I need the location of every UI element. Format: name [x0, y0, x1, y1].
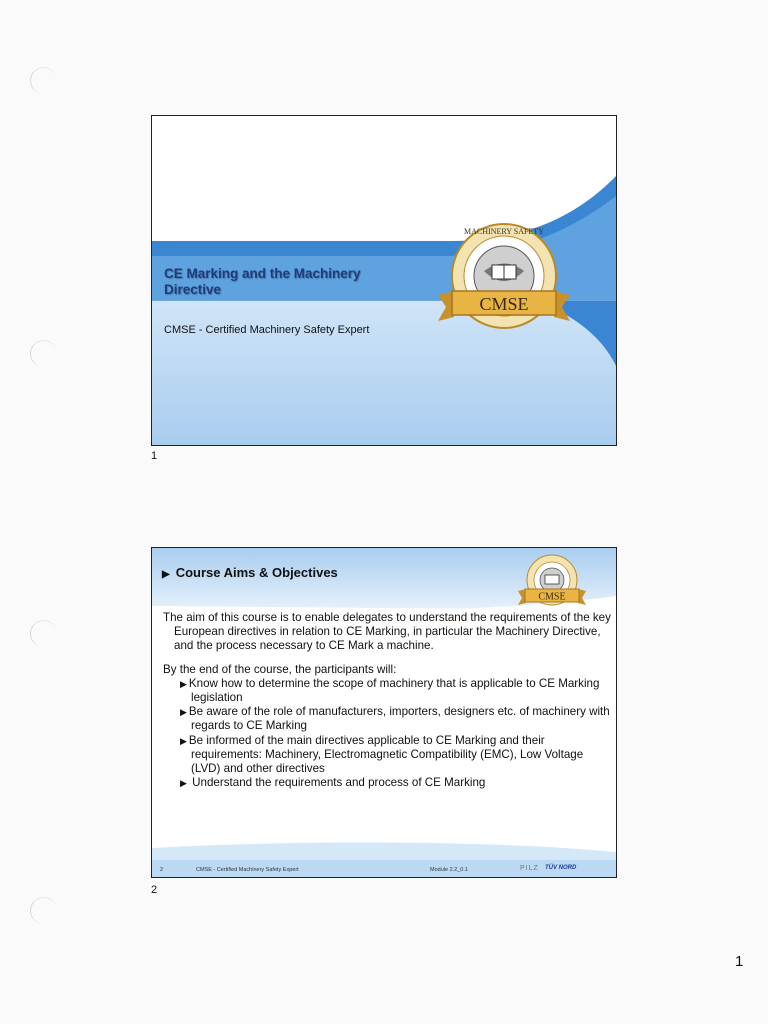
pilz-logo: PILZ [520, 865, 539, 872]
slide-1-title: CE Marking and the Machinery Directive [164, 266, 361, 297]
list-item: ▶ Be aware of the role of manufacturers, importers, designers etc. of machinery with regards to CE Marking [180, 705, 610, 733]
binder-hole [30, 897, 57, 924]
footer-course: CMSE - Certified Machinery Safety Expert [196, 867, 299, 873]
binder-hole [30, 67, 57, 94]
lead-paragraph: By the end of the course, the participants will: [163, 662, 397, 676]
slide-1-number: 1 [151, 450, 158, 462]
cmse-seal-logo-small [512, 553, 592, 613]
list-item: ▶ Understand the requirements and process of CE Marking [180, 776, 486, 790]
intro-paragraph: The aim of this course is to enable delegates to understand the requirements of the key European directives in relation to CE Marking, in particular the Machinery Directive, and the process necessary to CE Mark a machine. [163, 611, 611, 653]
page-number: 1 [735, 953, 744, 970]
slide-2-number: 2 [151, 884, 158, 896]
seal-banner-text: CMSE [479, 294, 529, 314]
bullet-triangle-icon: ▶ [180, 678, 187, 689]
slide-1-subtitle: CMSE - Certified Machinery Safety Expert [164, 324, 370, 336]
slide-2 [151, 547, 617, 878]
tuv-nord-logo: TÜV NORD [545, 865, 577, 871]
bullet-triangle-icon: ▶ [180, 778, 187, 789]
binder-hole [30, 340, 57, 367]
slide-2-body [163, 611, 611, 790]
binder-hole [30, 620, 57, 647]
slide-2-footer [152, 861, 616, 877]
seal-banner-text-small: CMSE [538, 591, 566, 603]
svg-text:MACHINERY SAFETY: MACHINERY SAFETY [464, 227, 544, 236]
cmse-seal-logo [434, 221, 574, 341]
bullet-triangle-icon: ▶ [180, 707, 187, 718]
objectives-list [163, 677, 611, 791]
bullet-triangle-icon: ▶ [162, 569, 170, 580]
list-item: ▶ Know how to determine the scope of machinery that is applicable to CE Marking legislation [180, 676, 600, 705]
bullet-triangle-icon: ▶ [180, 735, 187, 746]
footer-module: Module 2.2_0.1 [430, 867, 468, 873]
slide-1 [151, 115, 617, 446]
footer-slide-number: 2 [160, 867, 164, 873]
slide-2-heading: ▶ Course Aims & Objectives [162, 565, 338, 580]
list-item: ▶ Be informed of the main directives applicable to CE Marking and their requirements: Machinery, Electromagnetic Compatibility (EMC), Low Voltage (LVD) and other directives [180, 733, 584, 776]
